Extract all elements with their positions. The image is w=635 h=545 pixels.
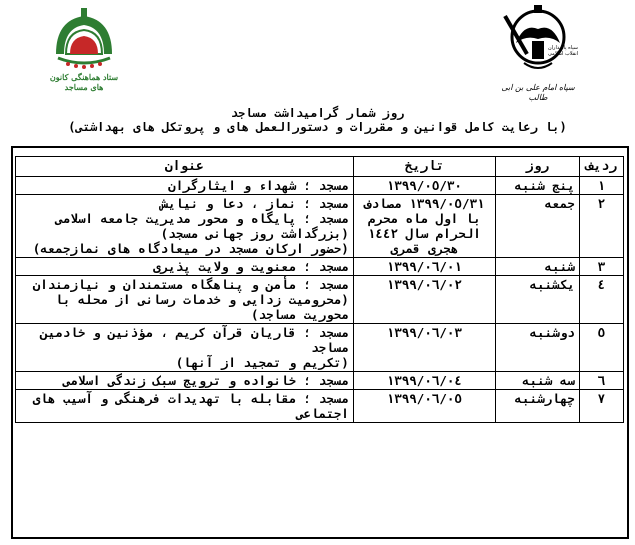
row-title-cell — [16, 372, 354, 390]
row-date: ١٣٩٩/٠٦/٠٢ — [353, 276, 495, 324]
column-header-tarikh: تاریخ — [353, 157, 495, 177]
row-day: پنج شنبه — [495, 177, 579, 195]
row-title-line: (حضور ارکان مسجد در میعادگاه های نمازجمعه) — [32, 241, 349, 256]
row-date: ١٣٩٩/٠٦/٠٣ — [353, 324, 495, 372]
row-number: ٣ — [579, 258, 623, 276]
row-day: جمعه — [495, 195, 579, 258]
row-title-line: مسجد ؛ مقابله با تهدیدات فرهنگی و آسیب های اجتماعی — [32, 391, 349, 421]
table-row — [16, 390, 624, 423]
row-date: ١٣٩٩/٠٥/٣١ مصادف با اول ماه محرم الحرام سال ١٤٤٢ هجری قمری — [353, 195, 495, 258]
mosque-headquarters-logo — [48, 6, 120, 98]
row-title-line: (بزرگداشت روز جهانی مسجد) — [160, 226, 349, 241]
row-number: ٧ — [579, 390, 623, 423]
row-number: ٦ — [579, 372, 623, 390]
row-number: ٤ — [579, 276, 623, 324]
right-logo-caption: سپاه امام علی بن ابی طالب — [501, 83, 575, 102]
left-logo-text: ستاد هماهنگی کانون های مساجد — [49, 72, 119, 92]
table-row — [16, 324, 624, 372]
row-title-line: مسجد ؛ شهداء و ایثارگران — [168, 178, 349, 193]
column-header-onvan: عنوان — [16, 157, 354, 177]
table-row — [16, 195, 624, 258]
document-title: روز شمار گرامیداشت مساجد — [230, 106, 405, 120]
row-number: ٥ — [579, 324, 623, 372]
row-title-line: مسجد ؛ خانواده و ترویج سبک زندگی اسلامی — [62, 373, 349, 388]
row-title-line: (تکریم و تمجید از آنها) — [175, 355, 349, 370]
row-day: دوشنبه — [495, 324, 579, 372]
column-header-rooz: روز — [495, 157, 579, 177]
right-logo-text: سپاه پاسداران انقلاب اسلامی — [547, 45, 578, 57]
row-number: ١ — [579, 177, 623, 195]
row-title-cell — [16, 276, 354, 324]
row-title-line: مسجد ؛ پایگاه و محور مدیریت جامعه اسلامی — [55, 211, 349, 226]
schedule-table — [15, 156, 624, 423]
irgc-logo — [494, 3, 582, 103]
row-date: ١٣٩٩/٠٦/٠١ — [353, 258, 495, 276]
row-title-line: مسجد ؛ قاریان قرآن کریم ، مؤذنین و خادمین مساجد — [40, 325, 349, 355]
row-day: چهارشنبه — [495, 390, 579, 423]
row-title-line: (محرومیت زدایی و خدمات رسانی از محله با محوریت مساجد) — [55, 292, 349, 322]
table-row — [16, 258, 624, 276]
row-number: ٢ — [579, 195, 623, 258]
column-header-radif: ردیف — [579, 157, 623, 177]
row-title-cell — [16, 390, 354, 423]
row-title-line: مسجد ؛ معنویت و ولایت پذیری — [153, 259, 349, 274]
row-date: ١٣٩٩/٠٦/٠٥ — [353, 390, 495, 423]
document-heading — [0, 106, 635, 134]
row-title-line: مسجد ؛ نماز ، دعا و نیایش — [160, 196, 349, 211]
document-subtitle: (با رعایت کامل قوانین و مقررات و دستورالعمل های و پروتکل های بهداشتی) — [68, 120, 567, 134]
table-header-row — [16, 157, 624, 177]
row-day: سه شنبه — [495, 372, 579, 390]
row-title-cell — [16, 258, 354, 276]
row-day: شنبه — [495, 258, 579, 276]
row-title-cell — [16, 195, 354, 258]
row-title-line: مسجد ؛ مأمن و پناهگاه مستمندان و نیازمندان — [32, 277, 349, 292]
rifle-fist-emblem-icon — [494, 3, 582, 81]
row-title-cell — [16, 324, 354, 372]
table-row — [16, 372, 624, 390]
table-row — [16, 177, 624, 195]
row-title-cell — [16, 177, 354, 195]
row-date: ١٣٩٩/٠٦/٠٤ — [353, 372, 495, 390]
row-date: ١٣٩٩/٠٥/٣٠ — [353, 177, 495, 195]
table-row — [16, 276, 624, 324]
row-day: یکشنبه — [495, 276, 579, 324]
